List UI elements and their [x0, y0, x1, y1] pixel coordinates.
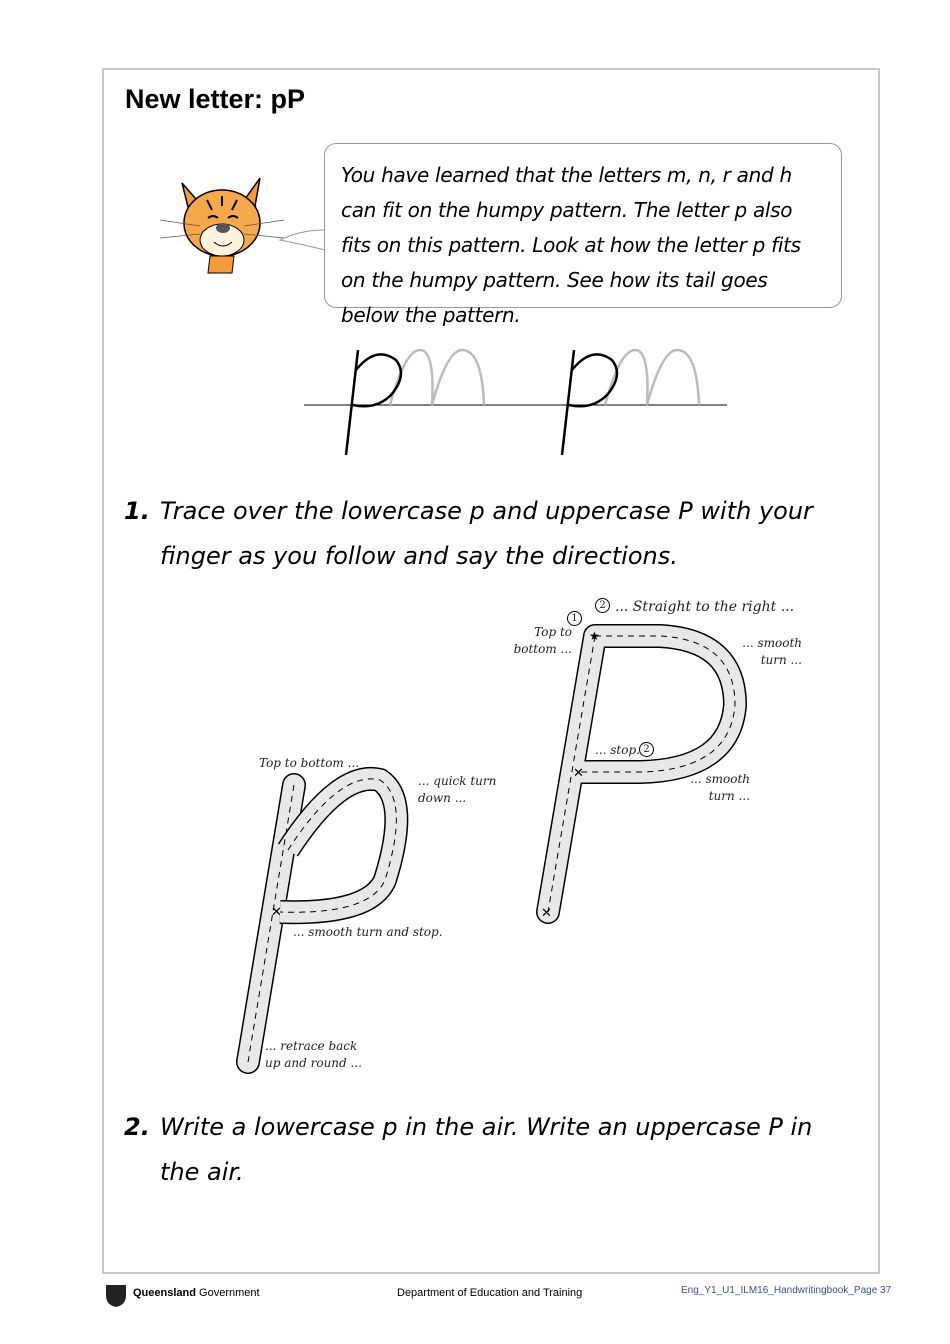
svg-text:✕: ✕ — [271, 904, 282, 919]
label-smooth-turn-2: ... smooth turn ... — [690, 772, 750, 803]
queensland-crest-icon — [102, 1281, 130, 1312]
label-smooth-turn-1: ... smooth turn ... — [742, 636, 802, 667]
step-2-badge-stop: 2 — [639, 742, 654, 757]
label-straight-right: ... Straight to the right ... — [615, 599, 795, 615]
label-top-to-bottom-upper: Top to bottom ... — [513, 625, 572, 656]
gov-logo-text — [133, 1287, 260, 1299]
label-smooth-turn-stop: ... smooth turn and stop. — [293, 925, 443, 939]
label-top-to-bottom-lower: Top to bottom ... — [259, 756, 360, 770]
speech-bubble — [324, 143, 842, 327]
speech-text: You have learned that the letters m, n, r and h can fit on the humpy pattern. The letter p also fits on this pattern. Look at how the letter p fits on the humpy pattern. See how its tail goes below the pattern. — [341, 163, 801, 327]
gov-bold: Queensland — [133, 1287, 196, 1299]
label-stop: ... stop. — [595, 743, 640, 757]
label-quick-turn: ... quick turn down ... — [418, 774, 497, 805]
step-1-badge: 1 — [567, 611, 582, 626]
page-reference: Eng_Y1_U1_ILM16_Handwritingbook_Page 37 — [681, 1285, 892, 1296]
question-number: 2. — [124, 1113, 150, 1141]
department-name: Department of Education and Training — [397, 1287, 583, 1299]
question-text: Write a lowercase p in the air. Write an uppercase P in the air. — [160, 1113, 813, 1186]
label-retrace: ... retrace back up and round ... — [265, 1039, 362, 1070]
page-title: New letter: pP — [125, 84, 306, 114]
step-2-badge: 2 — [595, 598, 610, 613]
svg-text:★: ★ — [589, 629, 600, 643]
svg-text:✕: ✕ — [573, 765, 584, 780]
question-text: Trace over the lowercase p and uppercase P with your finger as you follow and say the directions. — [160, 497, 813, 570]
svg-text:✕: ✕ — [541, 905, 552, 920]
gov-text: Government — [199, 1287, 260, 1299]
question-number: 1. — [124, 497, 150, 525]
